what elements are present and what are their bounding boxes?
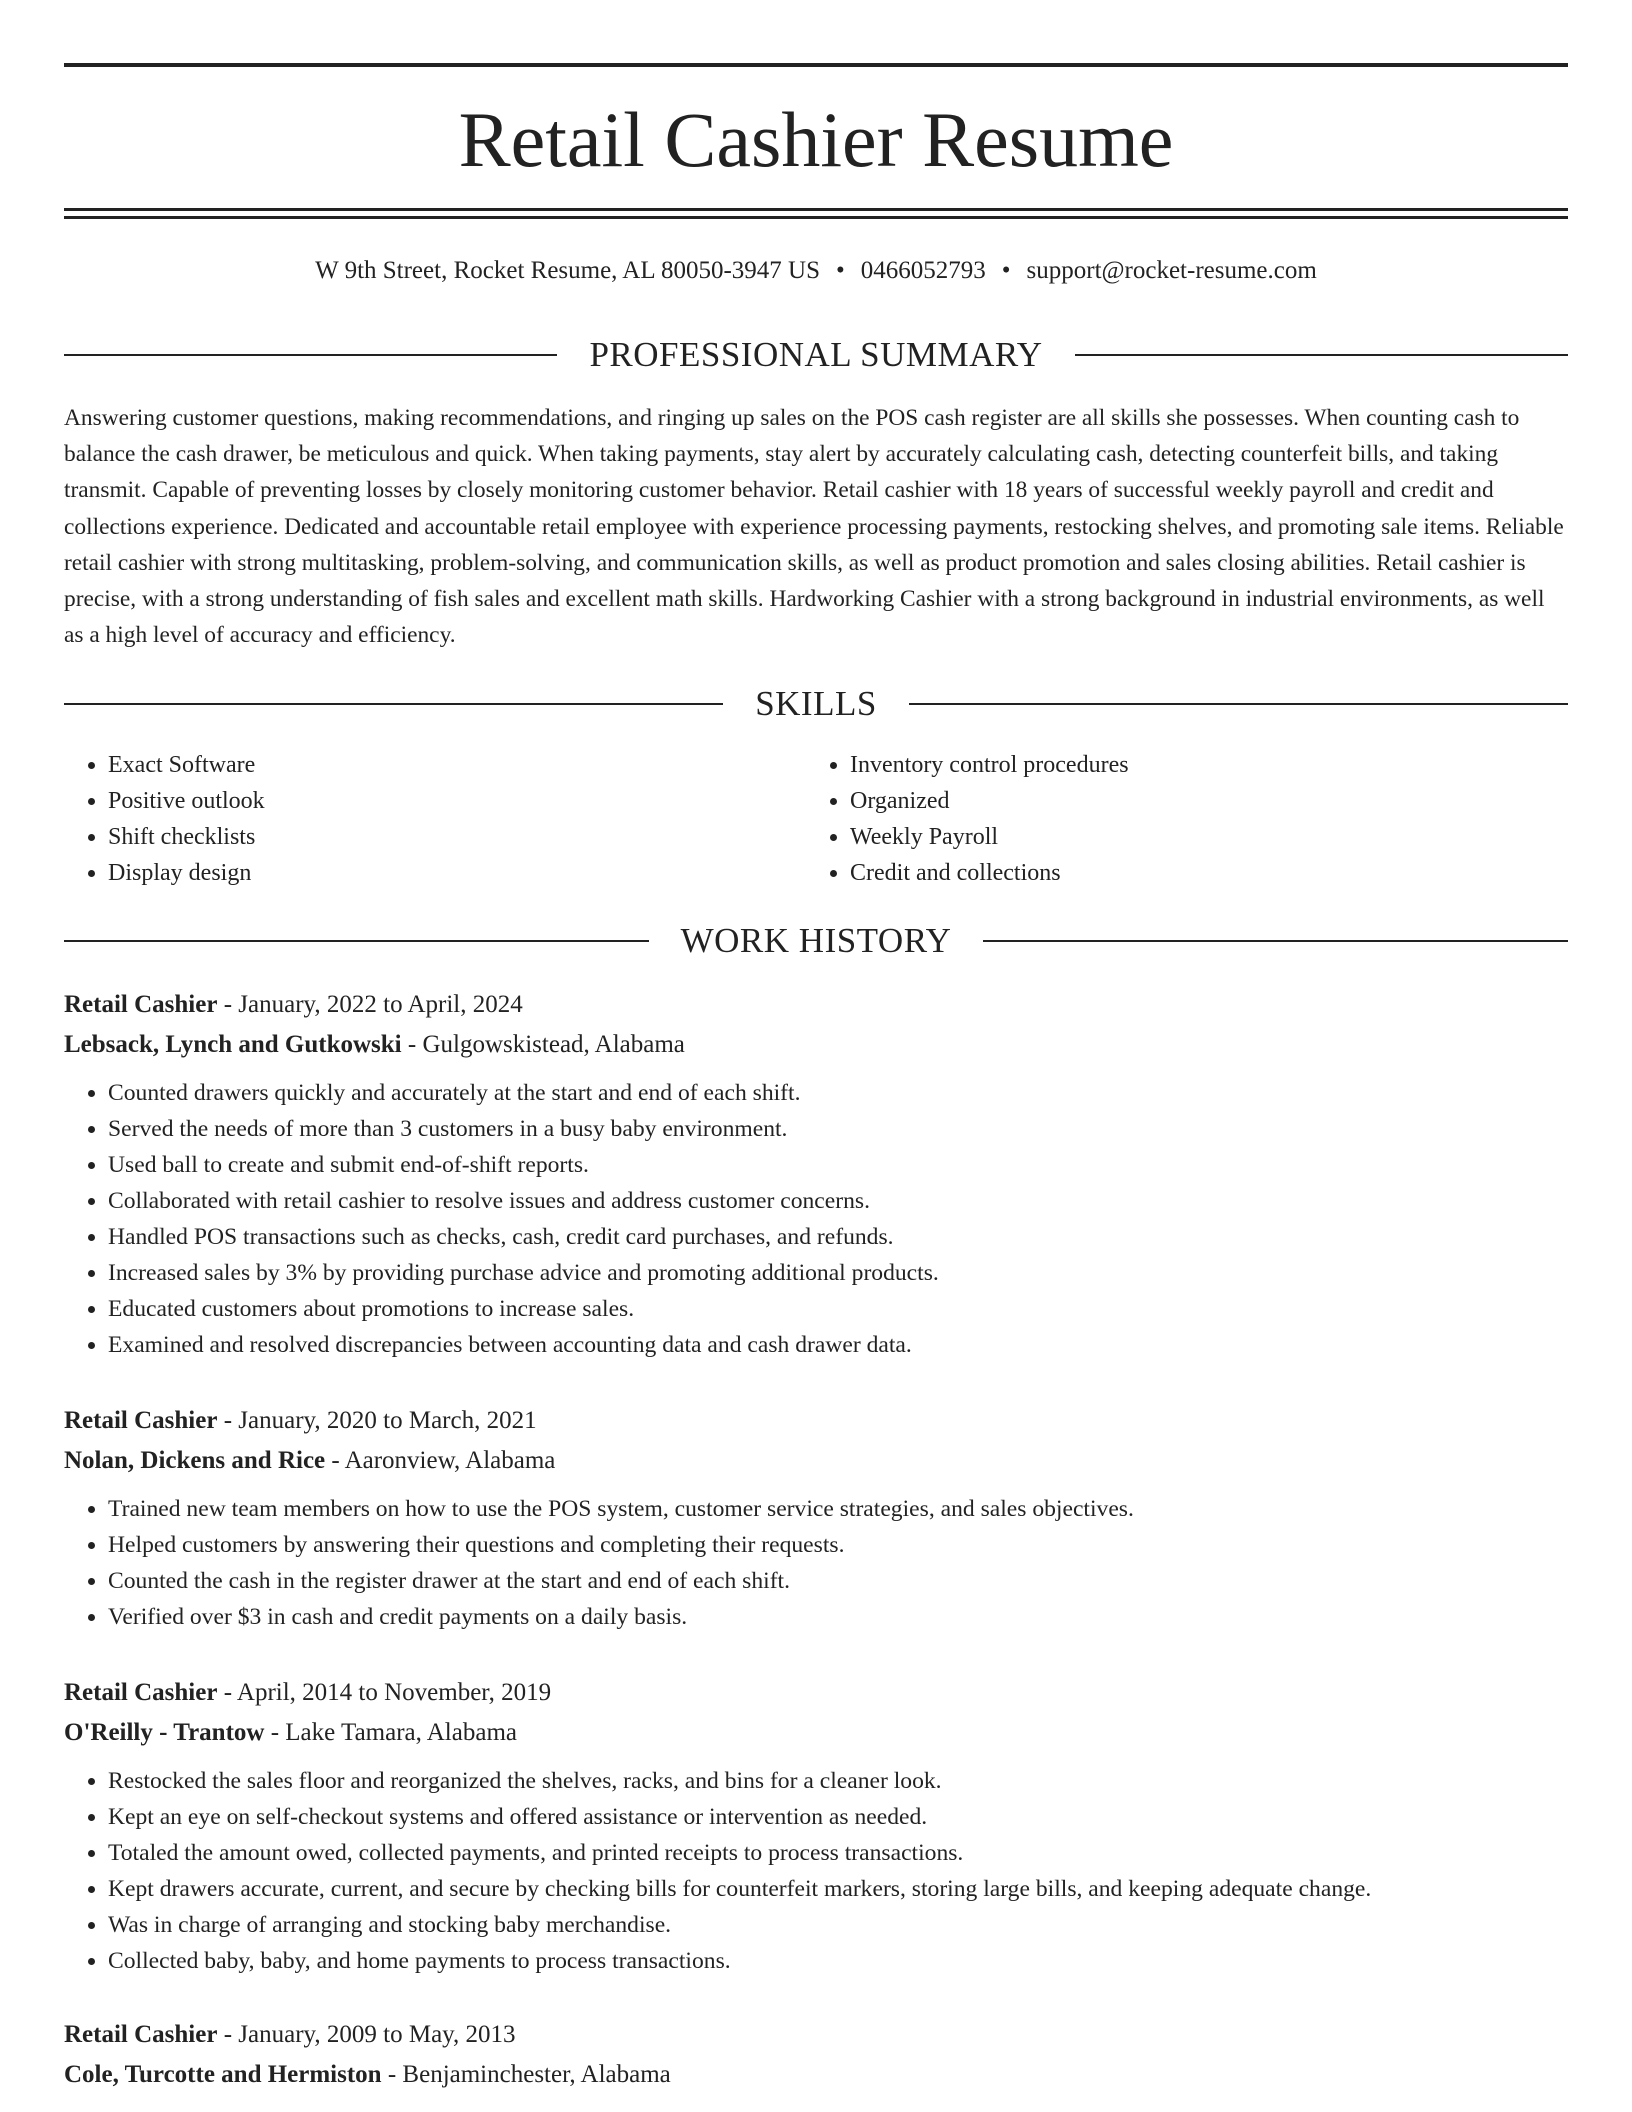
skill-item: • Positive outlook [108,783,806,819]
job-bullets [64,1491,1568,1635]
job-role-line [64,1401,1568,1441]
job-company-line [64,1441,1568,1481]
job-bullet: • Counted drawers quickly and accurately at the start and end of each shift. [108,1075,1568,1111]
summary-section-title: PROFESSIONAL SUMMARY [589,335,1043,374]
skills-list [64,747,1568,891]
job-title: Retail Cashier [64,1407,218,1434]
job-role-line [64,1673,1568,1713]
skill-item: • Display design [108,855,806,891]
job-dates: - January, 2022 to April, 2024 [217,991,523,1018]
contact-address: W 9th Street, Rocket Resume, AL 80050-3947 US [315,257,820,284]
section-rule-left [64,354,557,356]
top-rule [64,63,1568,67]
summary-text: Answering customer questions, making recommendations, and ringing up sales on the POS cash register are all skills she possesses. When counting cash to balance the cash drawer, be meticulous and quick. When taking payments, stay alert by accurately calculating cash, detecting counterfeit bills, and taking transmit. Capable of preventing losses by closely monitoring customer behavior. Retail cashier with 18 years of successful weekly payroll and credit and collections experience. Dedicated and accountable retail employee with experience processing payments, restocking shelves, and promoting sale items. Reliable retail cashier with strong multitasking, problem-solving, and communication skills, as well as product promotion and sales closing abilities. Retail cashier is precise, with a strong understanding of fish sales and excellent math skills. Hardworking Cashier with a strong background in industrial environments, as well as a high level of accuracy and efficiency. [64,405,1564,649]
job-dates: - January, 2009 to May, 2013 [217,2021,516,2048]
job-bullet: • Counted the cash in the register drawer at the start and end of each shift. [108,1563,1568,1599]
job-company-line [64,1025,1568,1065]
job-location: - Gulgowskistead, Alabama [401,1031,685,1058]
job-title: Retail Cashier [64,2021,218,2048]
skills-section-header [64,682,1568,726]
skills-column-left [64,747,806,891]
contact-email: support@rocket-resume.com [1026,257,1317,284]
job-bullets [64,1075,1568,1363]
job-dates: - April, 2014 to November, 2019 [217,1679,552,1706]
job-bullet: • Used ball to create and submit end-of-shift reports. [108,1147,1568,1183]
job-bullet: • Collected baby, baby, and home payments to process transactions. [108,1943,1568,1979]
contact-separator: • [1001,257,1011,284]
job-company: Lebsack, Lynch and Gutkowski [64,1031,402,1058]
job-company: Nolan, Dickens and Rice [64,1447,326,1474]
job-title: Retail Cashier [64,1679,218,1706]
job-entry [64,2015,1568,2095]
job-location: - Lake Tamara, Alabama [264,1719,517,1746]
job-company: O'Reilly - Trantow [64,1719,265,1746]
section-rule-right [983,940,1568,942]
title-rule-lower [64,216,1568,219]
job-bullet: • Handled POS transactions such as checks, cash, credit card purchases, and refunds. [108,1219,1568,1255]
job-bullet: • Kept an eye on self-checkout systems and offered assistance or intervention as needed. [108,1799,1568,1835]
job-bullet: • Helped customers by answering their questions and completing their requests. [108,1527,1568,1563]
job-company-line [64,1713,1568,1753]
skill-item: • Credit and collections [850,855,1548,891]
job-entry [64,1401,1568,1635]
job-bullet: • Served the needs of more than 3 customers in a busy baby environment. [108,1111,1568,1147]
job-bullet: • Verified over $3 in cash and credit payments on a daily basis. [108,1599,1568,1635]
work-section-header [64,919,1568,963]
job-bullet: • Educated customers about promotions to increase sales. [108,1291,1568,1327]
job-bullet: • Trained new team members on how to use the POS system, customer service strategies, and sales objectives. [108,1491,1568,1527]
skill-item: • Inventory control procedures [850,747,1548,783]
job-role-line [64,985,1568,1025]
job-company: Cole, Turcotte and Hermiston [64,2061,382,2088]
job-role-line [64,2015,1568,2055]
job-bullet: • Kept drawers accurate, current, and secure by checking bills for counterfeit markers, storing large bills, and keeping adequate change. [108,1871,1568,1907]
skill-item: • Weekly Payroll [850,819,1548,855]
section-rule-left [64,940,649,942]
job-dates: - January, 2020 to March, 2021 [217,1407,537,1434]
job-bullet: • Was in charge of arranging and stocking baby merchandise. [108,1907,1568,1943]
job-bullet: • Increased sales by 3% by providing purchase advice and promoting additional products. [108,1255,1568,1291]
job-bullet: • Examined and resolved discrepancies between accounting data and cash drawer data. [108,1327,1568,1363]
title-rule-upper [64,208,1568,211]
job-bullet: • Restocked the sales floor and reorganized the shelves, racks, and bins for a cleaner look. [108,1763,1568,1799]
job-entry [64,1673,1568,1979]
page-title: Retail Cashier Resume [458,96,1174,183]
job-bullet: • Totaled the amount owed, collected payments, and printed receipts to process transactions. [108,1835,1568,1871]
work-section-title: WORK HISTORY [680,921,952,960]
skill-item: • Organized [850,783,1548,819]
section-rule-left [64,703,723,705]
job-title: Retail Cashier [64,991,218,1018]
skill-item: • Exact Software [108,747,806,783]
contact-phone: 0466052793 [860,257,986,284]
skills-section-title: SKILLS [755,684,877,723]
job-bullet: • Collaborated with retail cashier to resolve issues and address customer concerns. [108,1183,1568,1219]
skill-item: • Shift checklists [108,819,806,855]
summary-section-header [64,333,1568,377]
section-rule-right [909,703,1568,705]
job-location: - Aaronview, Alabama [325,1447,556,1474]
job-location: - Benjaminchester, Alabama [381,2061,671,2088]
job-bullets [64,1763,1568,1979]
job-company-line [64,2055,1568,2095]
section-rule-right [1075,354,1568,356]
skills-column-right [806,747,1548,891]
contact-separator: • [835,257,845,284]
job-entry [64,985,1568,1363]
contact-line [64,254,1568,288]
